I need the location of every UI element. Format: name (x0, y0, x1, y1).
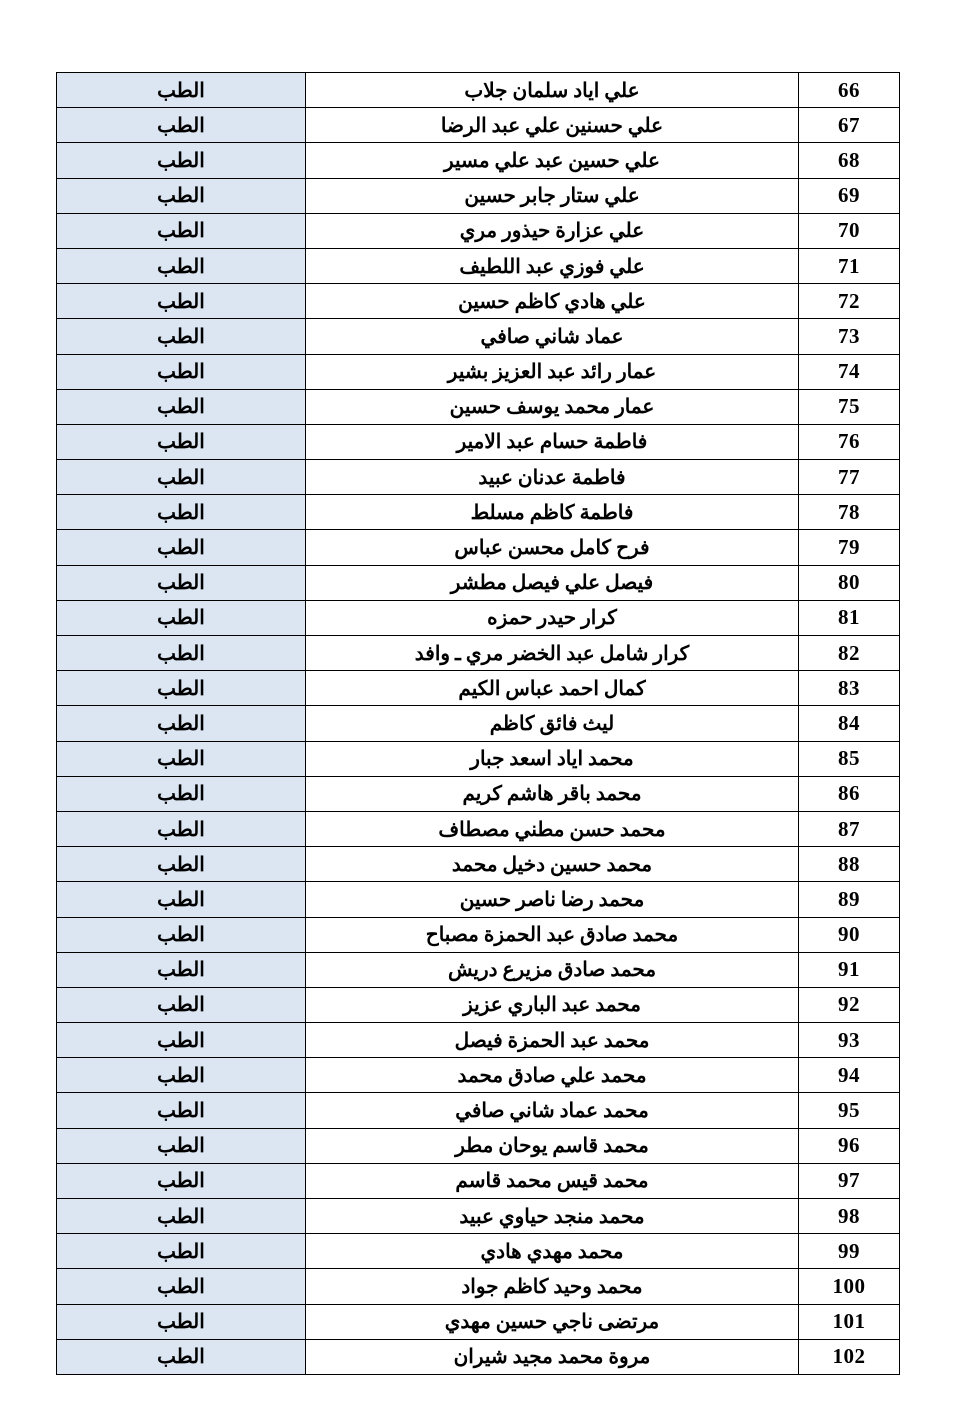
row-number: 75 (799, 389, 900, 424)
row-name: مرتضى ناجي حسين مهدي (306, 1304, 799, 1339)
row-number: 74 (799, 354, 900, 389)
row-number: 89 (799, 882, 900, 917)
table-row (57, 1269, 900, 1304)
table-row (57, 917, 900, 952)
row-department: الطب (57, 495, 306, 530)
row-number: 95 (799, 1093, 900, 1128)
row-department: الطب (57, 460, 306, 495)
row-name: كرار شامل عبد الخضر مري ـ وافد (306, 636, 799, 671)
row-department: الطب (57, 1304, 306, 1339)
row-name: محمد عماد شاني صافي (306, 1093, 799, 1128)
row-name: محمد باقر هاشم كريم (306, 776, 799, 811)
row-number: 79 (799, 530, 900, 565)
row-department: الطب (57, 178, 306, 213)
row-number: 93 (799, 1023, 900, 1058)
row-department: الطب (57, 1199, 306, 1234)
table-row (57, 1304, 900, 1339)
row-name: فرح كامل محسن عباس (306, 530, 799, 565)
row-number: 91 (799, 952, 900, 987)
row-department: الطب (57, 530, 306, 565)
row-number: 102 (799, 1339, 900, 1374)
table-row (57, 1199, 900, 1234)
row-number: 82 (799, 636, 900, 671)
row-name: عمار محمد يوسف حسين (306, 389, 799, 424)
row-number: 98 (799, 1199, 900, 1234)
row-number: 69 (799, 178, 900, 213)
row-department: الطب (57, 354, 306, 389)
row-department: الطب (57, 108, 306, 143)
row-number: 87 (799, 811, 900, 846)
row-name: مروة محمد مجيد شيران (306, 1339, 799, 1374)
row-name: علي هادي كاظم حسين (306, 284, 799, 319)
row-name: محمد حسن مطني مصطاف (306, 811, 799, 846)
table-row (57, 143, 900, 178)
row-name: محمد رضا ناصر حسين (306, 882, 799, 917)
row-name: علي ستار جابر حسين (306, 178, 799, 213)
row-name: محمد منجد حياوي عبيد (306, 1199, 799, 1234)
row-number: 81 (799, 600, 900, 635)
row-department: الطب (57, 776, 306, 811)
row-number: 86 (799, 776, 900, 811)
row-number: 92 (799, 987, 900, 1022)
row-number: 73 (799, 319, 900, 354)
row-department: الطب (57, 284, 306, 319)
row-department: الطب (57, 143, 306, 178)
row-number: 84 (799, 706, 900, 741)
row-department: الطب (57, 1023, 306, 1058)
table-row (57, 600, 900, 635)
row-department: الطب (57, 213, 306, 248)
row-name: محمد عبد الحمزة فيصل (306, 1023, 799, 1058)
roster-table (56, 72, 900, 1375)
row-number: 88 (799, 847, 900, 882)
row-department: الطب (57, 565, 306, 600)
row-name: محمد علي صادق محمد (306, 1058, 799, 1093)
row-name: علي اياد سلمان جلاب (306, 73, 799, 108)
roster-table-body (57, 73, 900, 1375)
table-row (57, 284, 900, 319)
row-number: 90 (799, 917, 900, 952)
table-row (57, 847, 900, 882)
table-row (57, 1058, 900, 1093)
row-department: الطب (57, 741, 306, 776)
row-name: كمال احمد عباس الكيم (306, 671, 799, 706)
row-number: 66 (799, 73, 900, 108)
row-name: محمد حسين دخيل محمد (306, 847, 799, 882)
row-department: الطب (57, 882, 306, 917)
table-row (57, 1163, 900, 1198)
row-number: 77 (799, 460, 900, 495)
row-name: محمد عبد الباري عزيز (306, 987, 799, 1022)
row-number: 76 (799, 424, 900, 459)
row-department: الطب (57, 1339, 306, 1374)
row-name: محمد اياد اسعد جبار (306, 741, 799, 776)
row-department: الطب (57, 917, 306, 952)
row-number: 101 (799, 1304, 900, 1339)
row-name: كرار حيدر حمزه (306, 600, 799, 635)
row-number: 67 (799, 108, 900, 143)
row-department: الطب (57, 1128, 306, 1163)
row-number: 96 (799, 1128, 900, 1163)
table-row (57, 1234, 900, 1269)
row-number: 100 (799, 1269, 900, 1304)
row-department: الطب (57, 389, 306, 424)
table-row (57, 1093, 900, 1128)
row-name: عماد شاني صافي (306, 319, 799, 354)
row-number: 85 (799, 741, 900, 776)
row-name: فاطمة كاظم مسلط (306, 495, 799, 530)
row-number: 72 (799, 284, 900, 319)
row-name: فاطمة عدنان عبيد (306, 460, 799, 495)
table-row (57, 248, 900, 283)
table-row (57, 319, 900, 354)
row-department: الطب (57, 671, 306, 706)
table-row (57, 354, 900, 389)
row-department: الطب (57, 1163, 306, 1198)
row-number: 83 (799, 671, 900, 706)
row-department: الطب (57, 636, 306, 671)
table-row (57, 1128, 900, 1163)
table-row (57, 811, 900, 846)
row-name: محمد مهدي هادي (306, 1234, 799, 1269)
row-name: علي حسنين علي عبد الرضا (306, 108, 799, 143)
row-name: فاطمة حسام عبد الامير (306, 424, 799, 459)
row-name: علي فوزي عبد اللطيف (306, 248, 799, 283)
row-name: محمد قاسم يوحان مطر (306, 1128, 799, 1163)
table-row (57, 460, 900, 495)
row-name: محمد وحيد كاظم جواد (306, 1269, 799, 1304)
row-department: الطب (57, 847, 306, 882)
table-row (57, 424, 900, 459)
table-row (57, 213, 900, 248)
table-row (57, 987, 900, 1022)
table-row (57, 530, 900, 565)
row-department: الطب (57, 319, 306, 354)
row-number: 99 (799, 1234, 900, 1269)
row-department: الطب (57, 600, 306, 635)
row-name: علي عزارة حيذور مري (306, 213, 799, 248)
table-row (57, 1339, 900, 1374)
row-name: علي حسين عبد علي مسير (306, 143, 799, 178)
row-department: الطب (57, 952, 306, 987)
row-department: الطب (57, 1234, 306, 1269)
row-department: الطب (57, 1269, 306, 1304)
row-name: محمد صادق عبد الحمزة مصباح (306, 917, 799, 952)
table-row (57, 741, 900, 776)
row-name: عمار رائد عبد العزيز بشير (306, 354, 799, 389)
row-department: الطب (57, 706, 306, 741)
row-department: الطب (57, 1093, 306, 1128)
row-department: الطب (57, 987, 306, 1022)
row-name: ليث فائق كاظم (306, 706, 799, 741)
row-number: 70 (799, 213, 900, 248)
row-number: 71 (799, 248, 900, 283)
row-number: 97 (799, 1163, 900, 1198)
table-row (57, 178, 900, 213)
row-department: الطب (57, 1058, 306, 1093)
row-department: الطب (57, 73, 306, 108)
table-row (57, 565, 900, 600)
table-row (57, 389, 900, 424)
row-name: محمد قيس محمد قاسم (306, 1163, 799, 1198)
table-row (57, 1023, 900, 1058)
row-number: 78 (799, 495, 900, 530)
table-row (57, 706, 900, 741)
table-row (57, 952, 900, 987)
row-department: الطب (57, 248, 306, 283)
row-name: فيصل علي فيصل مطشر (306, 565, 799, 600)
table-row (57, 671, 900, 706)
row-number: 80 (799, 565, 900, 600)
table-row (57, 882, 900, 917)
row-name: محمد صادق مزيرع دريش (306, 952, 799, 987)
table-row (57, 108, 900, 143)
table-row (57, 636, 900, 671)
table-row (57, 776, 900, 811)
row-number: 68 (799, 143, 900, 178)
table-row (57, 495, 900, 530)
row-department: الطب (57, 424, 306, 459)
table-row (57, 73, 900, 108)
row-department: الطب (57, 811, 306, 846)
row-number: 94 (799, 1058, 900, 1093)
